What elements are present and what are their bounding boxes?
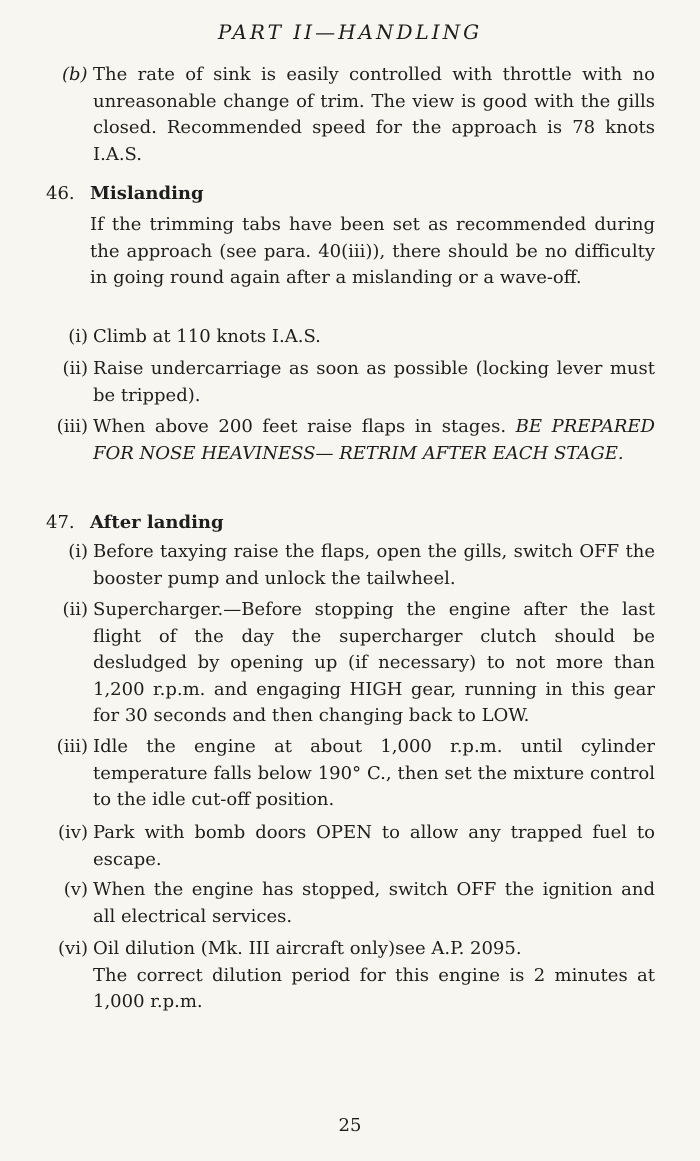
intro-label: (b) bbox=[62, 64, 88, 85]
section-title: Mislanding bbox=[90, 183, 204, 204]
item-note: The correct dilution period for this engine is 2 minutes at 1,000 r.p.m. bbox=[93, 964, 655, 1012]
section-number: 47. bbox=[46, 512, 75, 533]
item-text: When above 200 feet raise flaps in stages. bbox=[93, 416, 507, 437]
section-paragraph-46: If the trimming tabs have been set as recommended during the approach (see para. 40(iii)), there should be no difficulty in going round again after a mislanding or a wave-off. bbox=[90, 214, 655, 288]
section-heading-47 bbox=[46, 510, 224, 536]
item-text: Park with bomb doors OPEN to allow any trapped fuel to escape. bbox=[93, 822, 655, 870]
intro-text: The rate of sink is easily controlled with throttle with no unreasonable change of trim. The view is good with the gills closed. Recommended speed for the approach is 78 knots I.A.S. bbox=[93, 64, 655, 165]
item-label: (iii) bbox=[56, 416, 88, 437]
item-label: (iii) bbox=[56, 736, 88, 757]
item-label: (vi) bbox=[58, 938, 88, 959]
item-text-wrap bbox=[93, 936, 655, 1016]
running-head: PART II—HANDLING bbox=[217, 20, 483, 44]
item-text: When the engine has stopped, switch OFF the ignition and all electrical services. bbox=[93, 879, 655, 927]
item-text: Oil dilution (Mk. III aircraft only)see A.P. 2095. bbox=[93, 938, 522, 959]
item-label: (v) bbox=[63, 879, 88, 900]
item-label: (iv) bbox=[58, 822, 88, 843]
section-heading-46 bbox=[46, 181, 204, 207]
item-text: Before taxying raise the flaps, open the gills, switch OFF the booster pump and unlock the tailwheel. bbox=[93, 541, 655, 589]
item-text: Idle the engine at about 1,000 r.p.m. until cylinder temperature falls below 190° C., then set the mixture control to the idle cut-off position. bbox=[93, 736, 655, 810]
page-number: 25 bbox=[338, 1115, 362, 1136]
section-number: 46. bbox=[46, 183, 75, 204]
item-label: (i) bbox=[68, 326, 88, 347]
item-emphasis: BE PREPARED FOR NOSE HEAVINESS— RETRIM AFTER EACH STAGE. bbox=[93, 416, 655, 464]
item-text-wrap bbox=[93, 414, 655, 467]
item-text: Raise undercarriage as soon as possible (locking lever must be tripped). bbox=[93, 358, 655, 406]
section-title: After landing bbox=[90, 512, 224, 533]
item-text: Supercharger.—Before stopping the engine after the last flight of the day the supercharger clutch should be desludged by opening up (if necessary) to not more than 1,200 r.p.m. and engaging HIGH gear, running in this gear for 30 seconds and then changing back to LOW. bbox=[93, 599, 655, 726]
item-label: (ii) bbox=[62, 599, 88, 620]
item-label: (i) bbox=[68, 541, 88, 562]
item-text: Climb at 110 knots I.A.S. bbox=[93, 326, 321, 347]
item-label: (ii) bbox=[62, 358, 88, 379]
